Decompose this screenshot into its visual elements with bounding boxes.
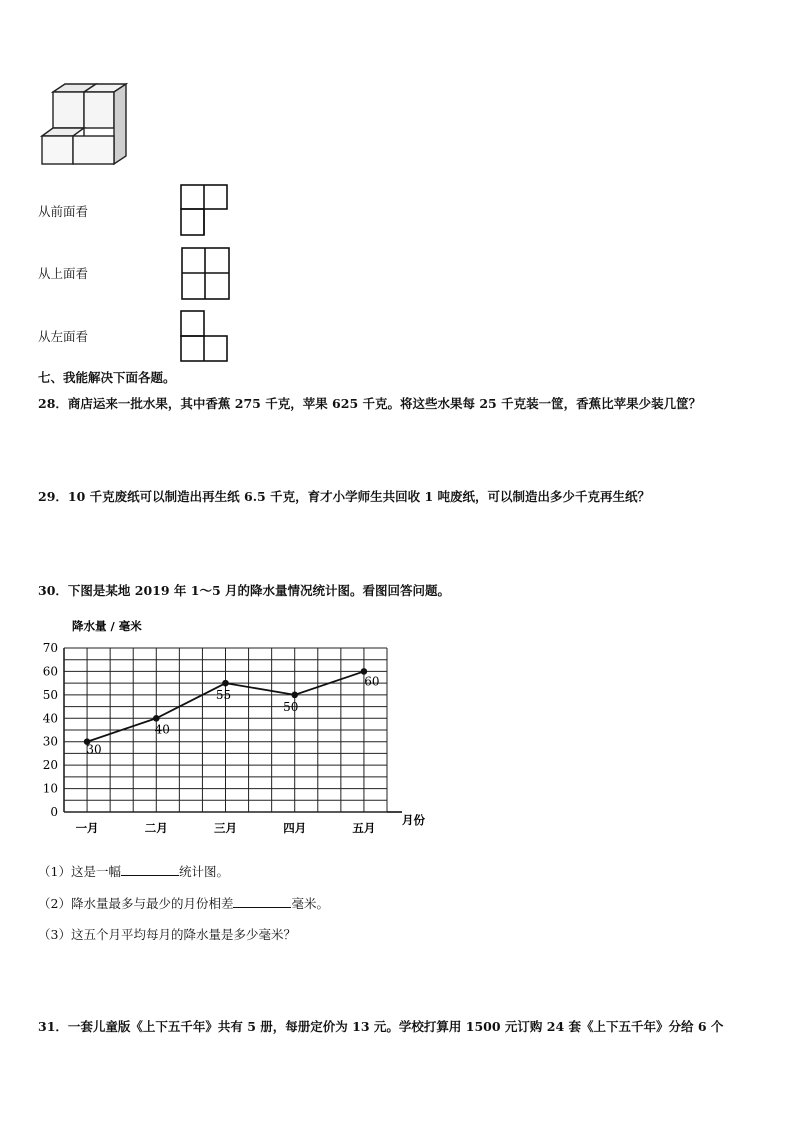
question-28: 28．商店运来一批水果，其中香蕉 275 千克，苹果 625 千克。将这些水果每 25 千克装一筐，香蕉比苹果少装几筐？ (38, 396, 702, 411)
x-axis-label: 月份 (402, 813, 425, 827)
y-tick-label: 60 (42, 664, 58, 679)
left-view-diagram (180, 310, 230, 364)
data-label: 55 (215, 688, 232, 703)
front-view-label: 从前面看 (38, 204, 89, 219)
question-30-part-1 (38, 863, 229, 880)
left-view-label: 从左面看 (38, 329, 89, 344)
data-point (222, 680, 229, 687)
x-category-label: 一月 (75, 821, 99, 835)
y-tick-label: 50 (42, 687, 58, 702)
y-tick-label: 10 (42, 781, 58, 796)
y-tick-label: 0 (50, 805, 58, 819)
data-label: 50 (283, 699, 299, 714)
y-tick-label: 20 (42, 758, 58, 773)
answer-blank-1[interactable] (121, 863, 179, 876)
x-category-label: 二月 (144, 821, 168, 835)
cube-figure (38, 80, 138, 170)
top-view-diagram (180, 246, 232, 302)
data-label: 60 (364, 674, 380, 689)
question-31: 31．一套儿童版《上下五千年》共有 5 册，每册定价为 13 元。学校打算用 1500 元订购 24 套《上下五千年》分给 6 个 (38, 1019, 724, 1034)
q30-sub2-suffix: 毫米。 (291, 896, 329, 911)
data-point (291, 692, 298, 699)
q30-sub1-suffix: 统计图。 (178, 864, 229, 879)
question-30-part-2 (38, 895, 329, 912)
q30-sub1-prefix: （1）这是一幅 (38, 864, 121, 879)
section-7-title: 七、我能解决下面各题。 (38, 370, 176, 385)
top-view-label: 从上面看 (38, 266, 89, 281)
question-30: 30．下图是某地 2019 年 1～5 月的降水量情况统计图。看图回答问题。 (38, 583, 450, 598)
question-30-part-3: （3）这五个月平均每月的降水量是多少毫米？ (38, 927, 296, 942)
question-29: 29．10 千克废纸可以制造出再生纸 6.5 千克，育才小学师生共回收 1 吨废纸，可以制造出多少千克再生纸？ (38, 489, 650, 504)
x-category-label: 四月 (283, 821, 307, 835)
answer-blank-2[interactable] (233, 895, 291, 908)
front-view-diagram (180, 184, 230, 238)
rainfall-line-chart (30, 612, 450, 842)
data-point (153, 715, 160, 722)
y-axis-label: 降水量 / 毫米 (72, 619, 142, 633)
x-category-label: 三月 (214, 821, 237, 835)
x-category-label: 五月 (352, 821, 376, 835)
y-tick-label: 40 (42, 711, 58, 726)
q30-sub2-prefix: （2）降水量最多与最少的月份相差 (38, 896, 234, 911)
data-label: 30 (86, 742, 102, 757)
data-label: 40 (154, 722, 170, 737)
y-tick-label: 70 (42, 641, 58, 655)
y-tick-label: 30 (42, 734, 58, 749)
